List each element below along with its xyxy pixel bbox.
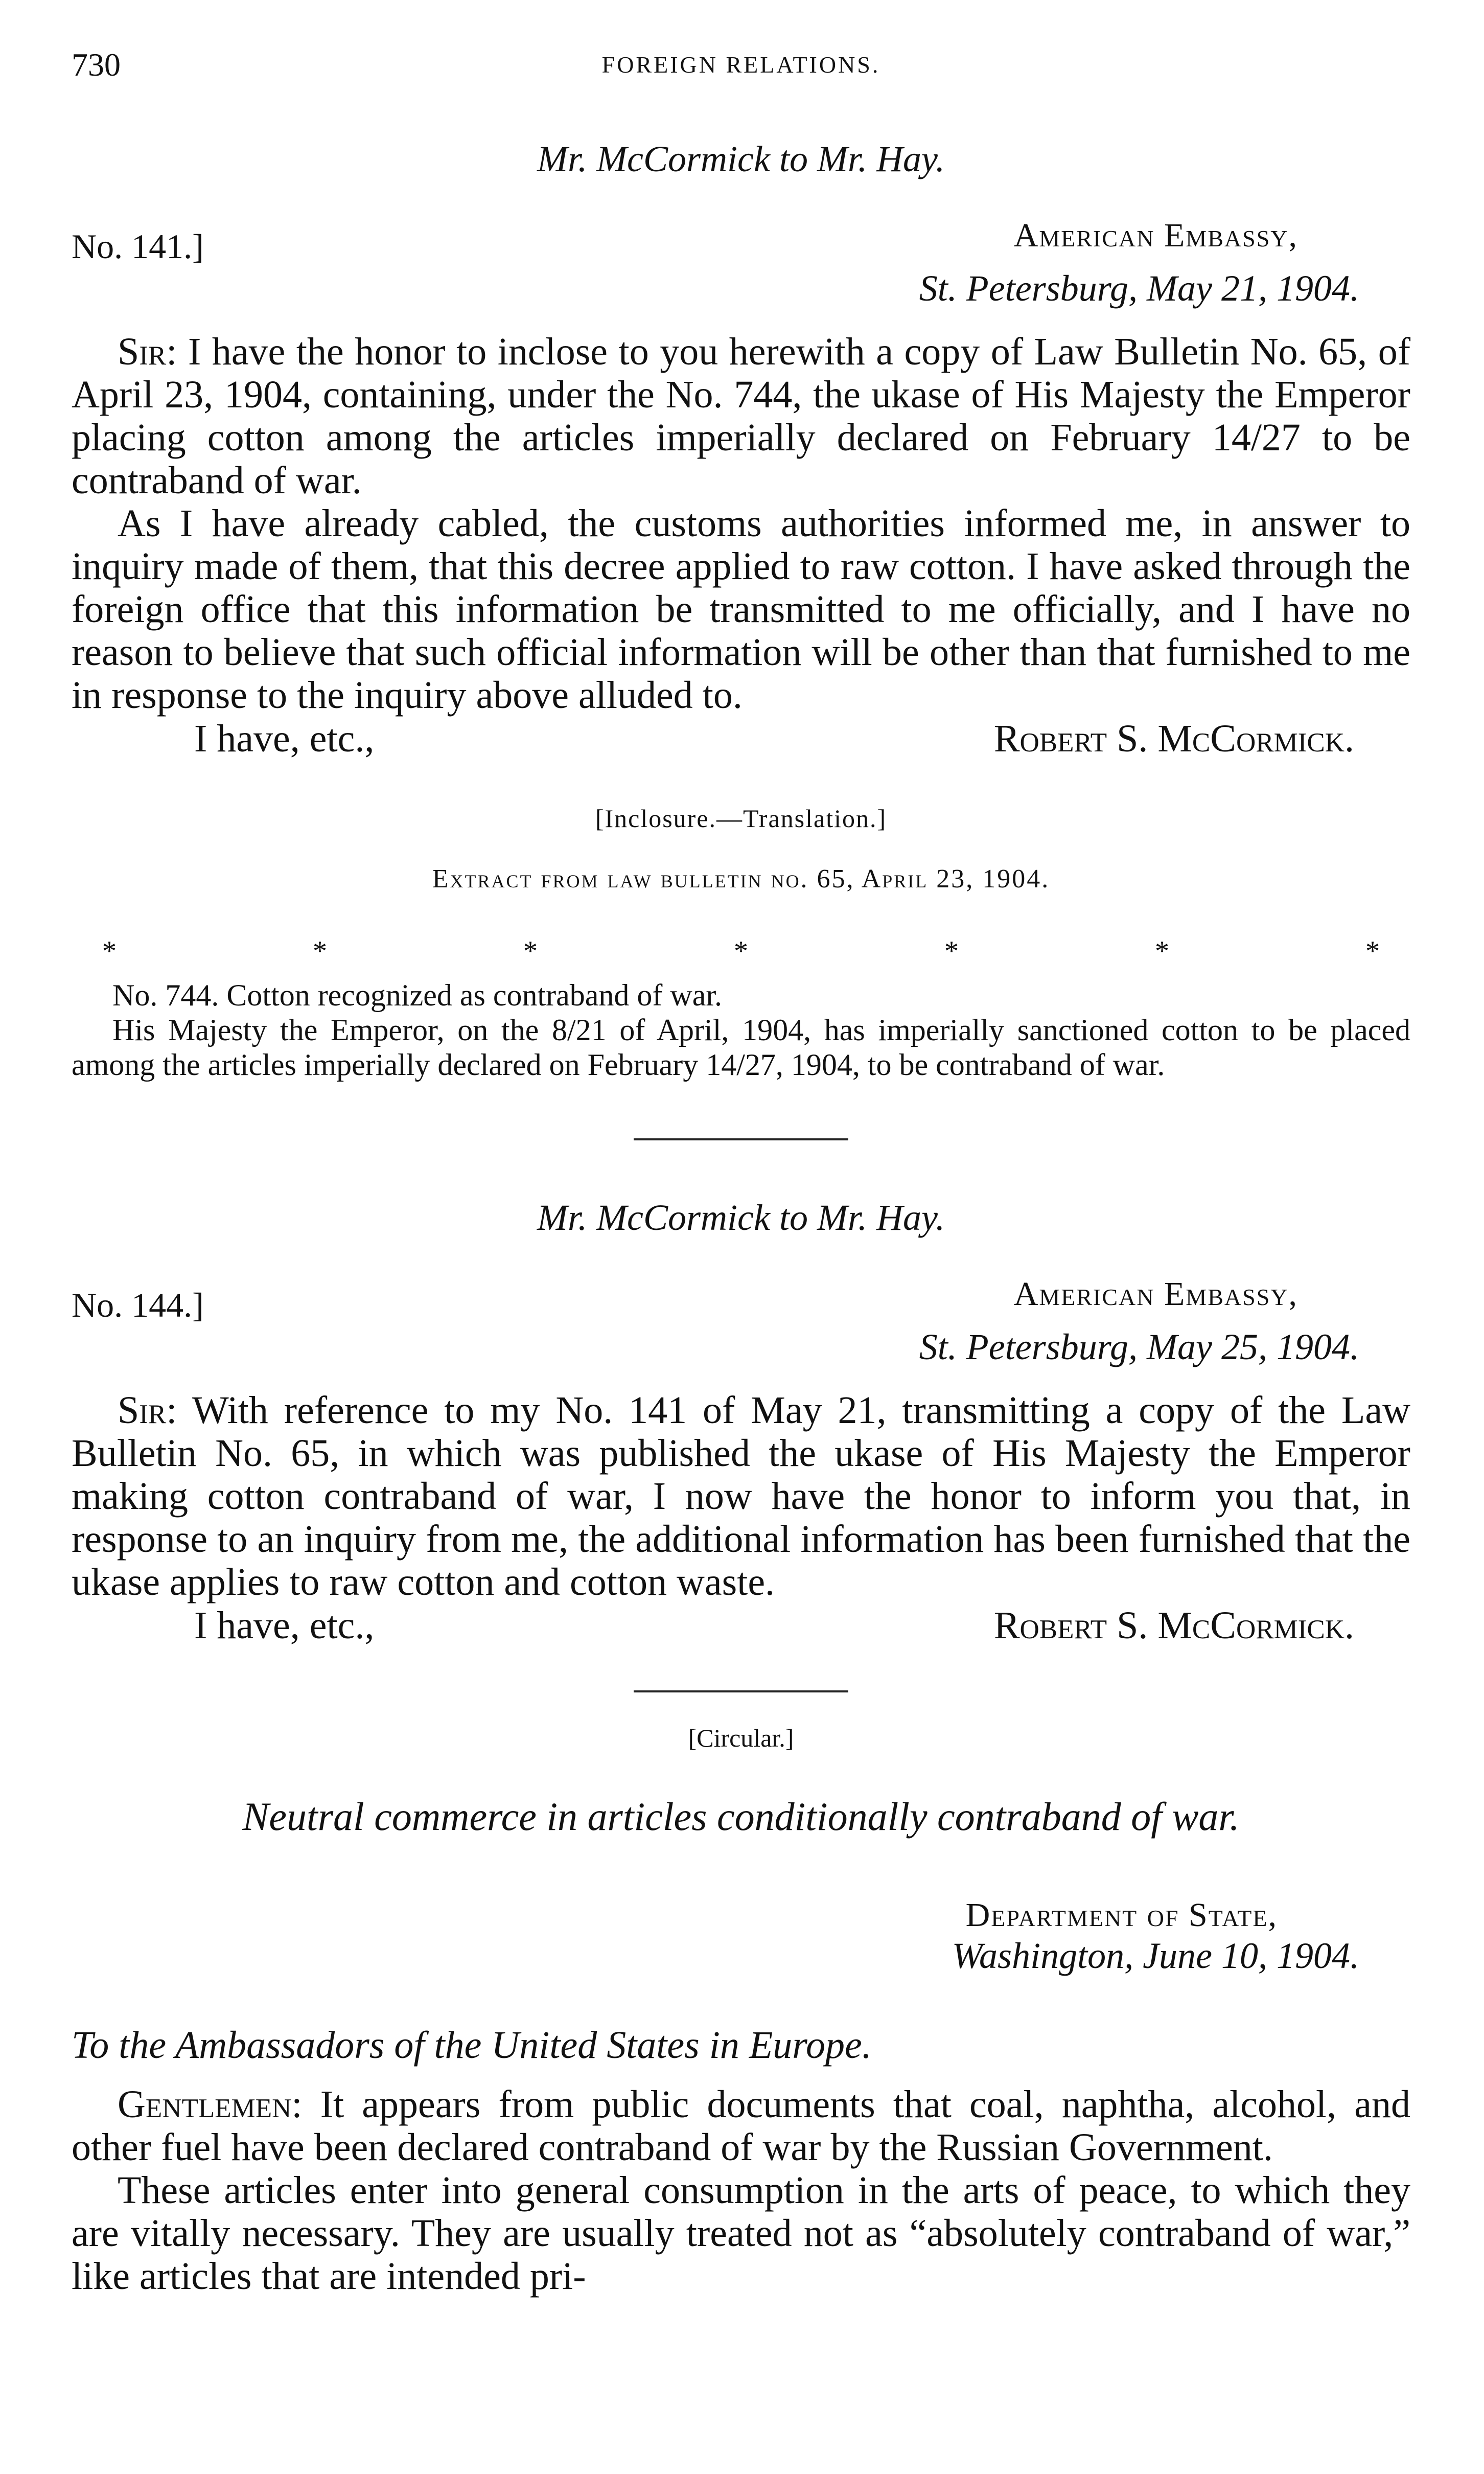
letter2-paragraph-1: Sir: With reference to my No. 141 of May 21, transmitting a copy of the Law Bulletin No. 65, in which was published the ukase of His Majesty the Emperor making cotton contraband of war, I now have the honor to inform you that, in response to an inquiry from me, the additional information has been furnished that the ukase applies to raw cotton and cotton waste. (72, 1389, 1410, 1603)
letter1-closing: I have, etc., (194, 717, 375, 760)
circular-place-date: Washington, June 10, 1904. (952, 1935, 1359, 1976)
letter2-number: No. 144.] (72, 1286, 204, 1324)
letter1-title: Mr. McCormick to Mr. Hay. (537, 139, 945, 179)
letter1-address: American Embassy, (1013, 217, 1298, 254)
letter2-title: Mr. McCormick to Mr. Hay. (537, 1197, 945, 1238)
page-number: 730 (72, 47, 121, 83)
ellipsis-stars: * * * * * * * (102, 935, 1380, 967)
circular-paragraph-1: Gentlemen: It appears from public documents that coal, naphtha, alcohol, and other fuel have been declared contraband of war by the Russian Government. (72, 2083, 1410, 2169)
letter1-heading (72, 216, 1410, 267)
letter2-salutation: Sir: (118, 1389, 177, 1432)
letter2-heading (72, 1275, 1410, 1326)
letter1-paragraph-1: Sir: I have the honor to inclose to you herewith a copy of Law Bulletin No. 65, of April 23, 1904, containing, under the No. 744, the ukase of His Majesty the Emperor placing cotton among the articles imperially declared on February 14/27 to be contraband of war. (72, 330, 1411, 502)
letter2-signature: Robert S. McCormick. (993, 1604, 1354, 1647)
section-rule (634, 1138, 848, 1140)
letter2-place-date: St. Petersburg, May 25, 1904. (919, 1326, 1359, 1367)
letter1-place-date: St. Petersburg, May 21, 1904. (919, 268, 1359, 309)
circular-address: Department of State, (965, 1896, 1278, 1934)
letter2-address: American Embassy, (1013, 1275, 1298, 1313)
item-heading: No. 744. Cotton recognized as contraband of war. (112, 978, 722, 1012)
letter1-signature: Robert S. McCormick. (993, 717, 1354, 760)
running-title: FOREIGN RELATIONS. (601, 52, 880, 78)
circular-paragraph-2: These articles enter into general consumption in the arts of peace, to which they are vitally necessary. They are usually treated not as “absolutely contraband of war,” like articles that are intended pri- (72, 2169, 1410, 2298)
circular-title: Neutral commerce in articles conditionally contraband of war. (242, 1794, 1240, 1839)
circular-salutation: Gentlemen: (118, 2083, 303, 2126)
letter2-closing: I have, etc., (194, 1604, 375, 1647)
letter1-salutation: Sir: (118, 330, 177, 373)
page-header (72, 46, 1410, 107)
inclosure-label: [Inclosure.—Translation.] (595, 804, 887, 833)
letter1-paragraph-2: As I have already cabled, the customs authorities informed me, in answer to inquiry made of them, that this decree applied to raw cotton. I have asked through the foreign office that this information be transmitted to me officially, and I have no reason to believe that such official information will be other than that furnished to me in response to the inquiry above alluded to. (72, 502, 1410, 717)
extract-title: Extract from law bulletin no. 65, April 23, 1904. (432, 864, 1050, 894)
document-page (72, 46, 1410, 2298)
item-text: His Majesty the Emperor, on the 8/21 of April, 1904, has imperially sanctioned cotton to be placed among the articles imperially declared on February 14/27, 1904, to be contraband of war. (72, 1013, 1410, 1082)
letter1-number: No. 141.] (72, 227, 204, 266)
letter2-signoff (72, 1603, 1410, 1650)
circular-label: [Circular.] (688, 1724, 794, 1752)
section-rule (634, 1690, 848, 1692)
circular-addressee: To the Ambassadors of the United States in Europe. (72, 2024, 872, 2067)
letter1-signoff (72, 717, 1410, 763)
